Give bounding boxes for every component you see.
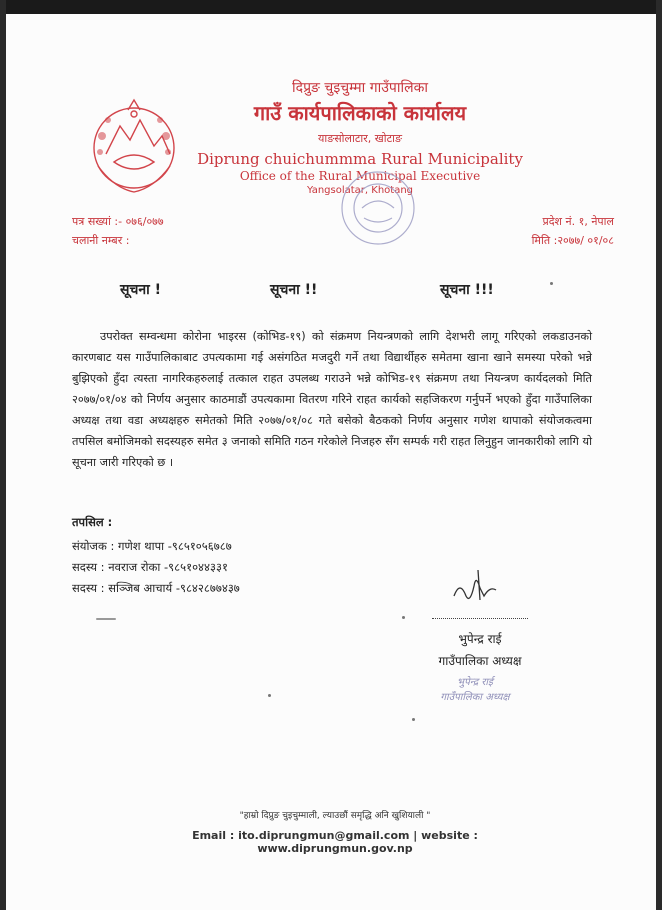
details-title: तपसिल : <box>72 515 113 529</box>
list-item: सदस्य : सञ्जिब आचार्य -९८४२८७७४३७ <box>72 581 240 595</box>
municipality-name-np: दिप्रुङ चुइचुम्मा गाउँपालिका <box>292 80 428 96</box>
letter-number: पत्र सख्यां :- ०७६/०७७ <box>72 215 164 228</box>
office-name-en: Office of the Rural Municipal Executive <box>239 169 481 183</box>
footer-motto: "हाम्रो दिप्रुङ चुइचुम्माली, ल्याउछौं समृद्धि अनि खुशियाली " <box>239 811 431 821</box>
scan-border-right <box>656 0 662 910</box>
notice-heading: सूचना !! <box>270 282 318 298</box>
letter-date-block <box>532 212 614 250</box>
notice-heading: सूचना ! <box>120 282 162 298</box>
municipality-name-en: Diprung chuichummma Rural Municipality <box>197 150 523 168</box>
location-np: याङसोलाटार, खोटाङ <box>318 132 402 145</box>
signature-line <box>432 618 528 619</box>
list-item: संयोजक : गणेश थापा -९८५१०५६७८७ <box>72 539 232 553</box>
scan-border-top <box>0 0 662 14</box>
notice-heading: सूचना !!! <box>440 282 494 298</box>
signature-stamp <box>420 675 530 705</box>
signatory-position: गाउँपालिका अध्यक्ष <box>438 654 522 668</box>
stamp-position: गाउँपालिका अध्यक्ष <box>440 692 510 703</box>
handwritten-signature <box>450 566 500 608</box>
dispatch-number: चलानी नम्बर : <box>72 234 130 247</box>
notice-body: उपरोक्त सम्वन्धमा कोरोना भाइरस (कोभिड-१९) को संक्रमण नियन्त्रणको लागि देशभरी लागू गरिएको लकडाउनको कारणबाट यस गाउँपालिकाबाट उपत्यकामा गई असंगठित मजदुरी गर्ने तथा विद्यार्थीहरु समेतमा खाना खाने समस्या परेको भन्ने बुझिएको हुँदा त्यस्ता नागरिकहरुलाई तत्काल राहत उपलब्ध गराउने भन्ने कोभिड-१९ संक्रमण तथा नियन्त्रण कार्यदलको मिति २०७७/०१/०४ को निर्णय अनुसार काठमाडौं उपत्यकामा वितरण गरिने राहत कार्यको सहजिकरण गर्नुपर्ने भएको हुँदा गाउँपालिका अध्यक्ष तथा वडा अध्यक्षहरु समेतको मिति २०७७/०१/०८ गते बसेको बैठकको निर्णय अनुसार गणेश थापाको संयोजकत्वमा तपसिल बमोजिमको सदस्यहरु समेत ३ जनाको समिति गठन गरेकोले निजहरु सँग सम्पर्क गरी राहत लिनुहुन जानकारीको लागि यो सूचना जारी गरिएको छ । <box>72 330 592 469</box>
footer-contact: Email : ito.diprungmun@gmail.com | website : www.diprungmun.gov.np <box>192 829 478 855</box>
letter-date: मिति :२०७७/ ०१/०८ <box>531 234 614 247</box>
letter-reference <box>72 212 164 250</box>
list-item: सदस्य : नवराज रोका -९८५१०४४३३१ <box>72 560 228 574</box>
scan-speck <box>402 616 405 619</box>
location-en: Yangsolatar, Khotang <box>306 185 414 196</box>
details-list <box>72 512 240 599</box>
office-name-np: गाउँ कार्यपालिकाको कार्यालय <box>253 101 467 125</box>
province-label: प्रदेश नं. १, नेपाल <box>542 215 614 228</box>
signatory <box>420 628 540 672</box>
scan-speck <box>96 618 116 620</box>
footer <box>150 808 520 855</box>
scan-speck <box>268 694 271 697</box>
stamp-name: भुपेन्द्र राई <box>457 677 493 688</box>
office-stamp-icon <box>338 168 418 248</box>
signatory-name: भुपेन्द्र राई <box>458 632 502 646</box>
scan-speck <box>550 282 553 285</box>
scan-speck <box>412 718 415 721</box>
